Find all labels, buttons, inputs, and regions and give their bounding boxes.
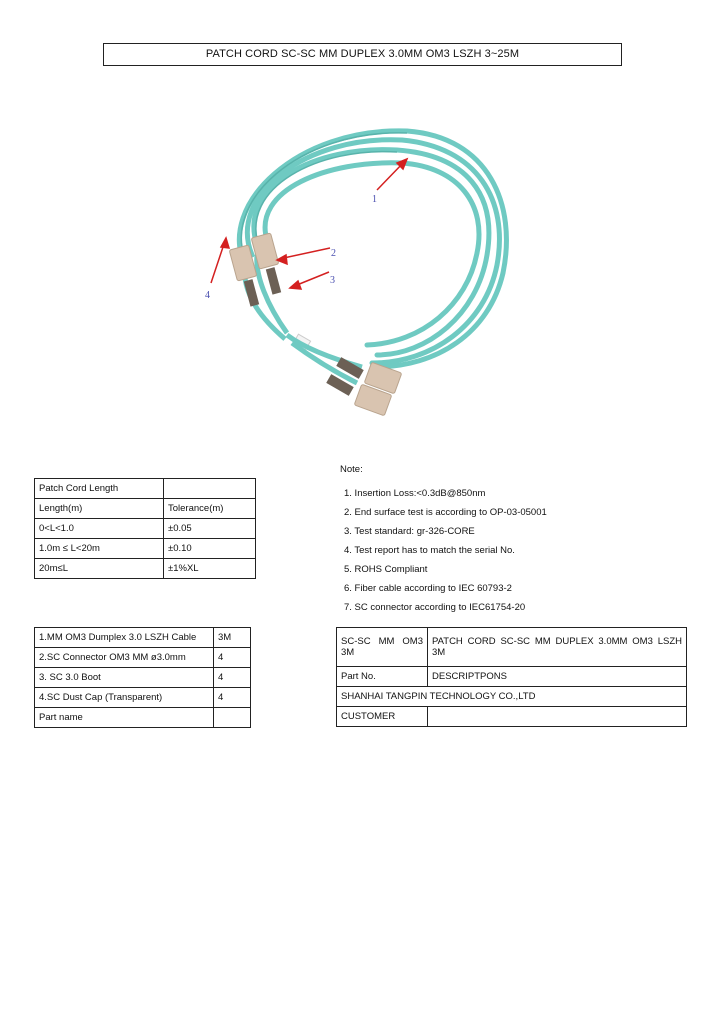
table-cell: 4 [214,688,251,708]
table-row [35,708,251,728]
notes-section [340,464,547,617]
product-info-table [336,627,687,727]
table-row [337,667,687,687]
parts-table [34,627,251,728]
table-row [35,559,256,579]
table-cell: Part name [35,708,214,728]
table-row [337,628,687,667]
callout-4: 4 [205,290,210,301]
table-row [35,539,256,559]
table-cell: ±1%XL [164,559,256,579]
table-cell: 2.SC Connector OM3 MM ø3.0mm [35,648,214,668]
table-cell [214,708,251,728]
document-title: PATCH CORD SC-SC MM DUPLEX 3.0MM OM3 LSZH 3~25M [103,43,622,66]
part-no-label: Part No. [337,667,428,687]
table-header: Length(m) [35,499,164,519]
table-cell: 20m≤L [35,559,164,579]
table-row [35,479,256,499]
product-code-cell: SC-SC MM OM3 3M [337,628,428,667]
product-photo [197,105,527,423]
customer-value [428,707,687,727]
table-row [35,628,251,648]
table-cell: ±0.05 [164,519,256,539]
table-cell: Patch Cord Length [35,479,164,499]
table-cell: ±0.10 [164,539,256,559]
table-cell: 1.0m ≤ L<20m [35,539,164,559]
company-name: SHANHAI TANGPIN TECHNOLOGY CO.,LTD [337,687,687,707]
table-cell: 1.MM OM3 Dumplex 3.0 LSZH Cable [35,628,214,648]
table-cell: 4.SC Dust Cap (Transparent) [35,688,214,708]
list-item: 6. Fiber cable according to IEC 60793-2 [344,583,512,594]
list-item: 4. Test report has to match the serial No. [344,545,515,556]
table-row [35,688,251,708]
table-row [337,687,687,707]
callout-1: 1 [372,194,377,205]
callout-3: 3 [330,275,335,286]
list-item: 1. Insertion Loss:<0.3dB@850nm [344,488,486,499]
list-item: 2. End surface test is according to OP-03-05001 [344,507,547,518]
table-row [35,648,251,668]
table-cell: 4 [214,668,251,688]
table-cell [164,479,256,499]
callout-2: 2 [331,248,336,259]
table-cell: 3. SC 3.0 Boot [35,668,214,688]
table-row [337,707,687,727]
notes-title: Note: [340,464,363,475]
product-desc-cell: PATCH CORD SC-SC MM DUPLEX 3.0MM OM3 LSZH 3M [428,628,687,667]
list-item: 5. ROHS Compliant [344,564,428,575]
table-row [35,519,256,539]
notes-list [340,484,547,617]
table-row [35,668,251,688]
length-tolerance-table [34,478,256,579]
table-cell: 4 [214,648,251,668]
table-row [35,499,256,519]
list-item: 3. Test standard: gr-326-CORE [344,526,475,537]
part-no-value: DESCRIPTPONS [428,667,687,687]
list-item: 7. SC connector according to IEC61754-20 [344,602,526,613]
table-cell: 0<L<1.0 [35,519,164,539]
table-cell: 3M [214,628,251,648]
table-header: Tolerance(m) [164,499,256,519]
patch-cord-illustration [197,105,527,423]
customer-label: CUSTOMER [337,707,428,727]
